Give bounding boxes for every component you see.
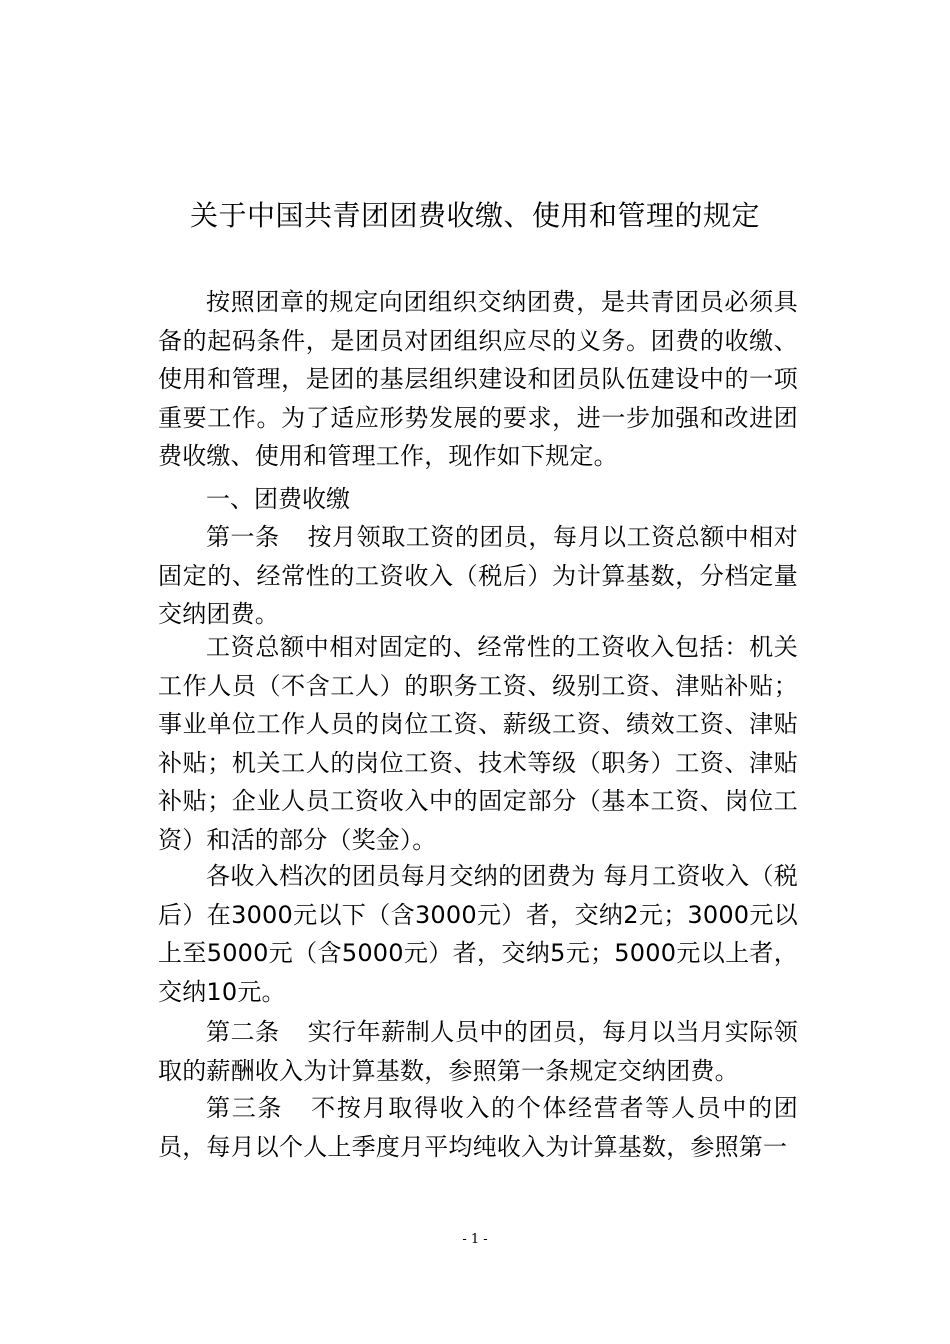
article-3-text: 不按月取得收入的个体经营者等人员中的团员，每月以个人上季度月平均纯收入为计算基数，参照第一 bbox=[158, 1094, 798, 1161]
article-3-paragraph bbox=[158, 1089, 798, 1166]
article-1-label: 第一条 bbox=[206, 523, 280, 551]
article-2-text: 实行年薪制人员中的团员，每月以当月实际领取的薪酬收入为计算基数，参照第一条规定交纳团费。 bbox=[158, 1018, 798, 1085]
article-1-fee-tiers: 各收入档次的团员每月交纳的团费为 每月工资收入（税后）在3000元以下（含3000元）者，交纳2元；3000元以上至5000元（含5000元）者，交纳5元；5000元以上者，交纳10元。 bbox=[158, 862, 798, 1006]
article-1-income-definition: 工资总额中相对固定的、经常性的工资收入包括：机关工作人员（不含工人）的职务工资、级别工资、津贴补贴；事业单位工作人员的岗位工资、薪级工资、绩效工资、津贴补贴；机关工人的岗位工资、技术等级（职务）工资、津贴补贴；企业人员工资收入中的固定部分（基本工资、岗位工资）和活的部分（奖金）。 bbox=[158, 633, 798, 854]
article-2-label: 第二条 bbox=[206, 1018, 280, 1046]
article-1-paragraph bbox=[158, 518, 798, 634]
section-heading-fee-collection: 一、团费收缴 bbox=[206, 485, 350, 513]
article-3-label: 第三条 bbox=[206, 1094, 284, 1122]
intro-paragraph: 按照团章的规定向团组织交纳团费，是共青团员必须具备的起码条件，是团员对团组织应尽的义务。团费的收缴、使用和管理，是团的基层组织建设和团员队伍建设中的一项重要工作。为了适应形势发展的要求，进一步加强和改进团费收缴、使用和管理工作，现作如下规定。 bbox=[158, 288, 798, 471]
page-number: - 1 - bbox=[462, 1232, 488, 1247]
article-1-text: 按月领取工资的团员，每月以工资总额中相对固定的、经常性的工资收入（税后）为计算基数，分档定量交纳团费。 bbox=[158, 523, 798, 629]
article-2-paragraph bbox=[158, 1013, 798, 1090]
document-title: 关于中国共青团团费收缴、使用和管理的规定 bbox=[189, 199, 760, 232]
